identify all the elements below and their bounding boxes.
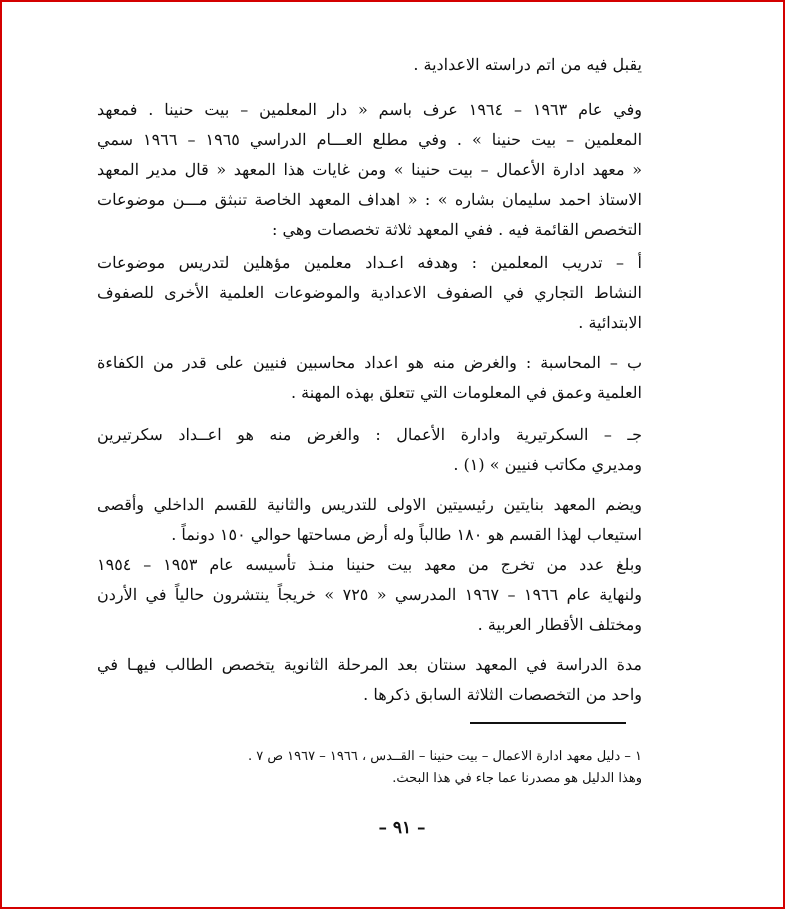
paragraph-secretarial <box>97 420 642 480</box>
text-line: العلمية وعمق في المعلومات التي تتعلق بهذه المهنة . <box>290 383 642 402</box>
paragraph-teacher-training <box>97 248 642 338</box>
text-line: استيعاب لهذا القسم هو ١٨٠ طالباً وله أرض مساحتها حوالي ١٥٠ دونماً . <box>171 525 642 544</box>
paragraph-graduates <box>97 550 642 640</box>
text-line: ومديري مكاتب فنيين » (١) . <box>453 455 642 474</box>
page-number: – ٩١ – <box>378 818 426 838</box>
footnote-divider <box>470 722 626 724</box>
footnote-line: وهذا الدليل هو مصدرنا عما جاء في هذا البحث. <box>392 771 642 786</box>
text-line: يقبل فيه من اتم دراسته الاعدادية . <box>413 55 642 74</box>
paragraph-1 <box>97 50 642 80</box>
text-line: الابتدائية . <box>578 313 642 332</box>
footnote <box>97 746 642 790</box>
text-line: واحد من التخصصات الثلاثة السابق ذكرها . <box>363 685 642 704</box>
text-line: مدة الدراسة في المعهد سنتان بعد المرحلة الثانوية يتخصص الطالب فيهـا في <box>97 655 642 674</box>
footnote-line: ١ – دليل معهد ادارة الاعمال – بيت حنينا – القــدس ، ١٩٦٦ – ١٩٦٧ ص ٧ . <box>247 749 642 764</box>
text-line: النشاط التجاري في الصفوف الاعدادية والموضوعات العلمية الأخرى للصفوف <box>97 283 642 302</box>
text-line: التخصص القائمة فيه . ففي المعهد ثلاثة تخصصات وهي : <box>272 220 642 239</box>
paragraph-accounting <box>97 348 642 408</box>
text-line: ب – المحاسبة : والغرض منه هو اعداد محاسبين فنيين على قدر من الكفاءة <box>97 353 642 372</box>
text-line: الاستاذ احمد سليمان بشاره » : « اهداف المعهد الخاصة تنبثق مـــن موضوعات <box>97 190 642 209</box>
text-line: وبلغ عدد من تخرج من معهد بيت حنينا منـذ تأسيسه عام ١٩٥٣ – ١٩٥٤ <box>97 555 642 574</box>
text-line: « معهد ادارة الأعمال – بيت حنينا » ومن غايات هذا المعهد « قال مدير المعهد <box>97 160 642 179</box>
paragraph-buildings <box>97 490 642 550</box>
paragraph-2 <box>97 95 642 245</box>
text-line: وفي عام ١٩٦٣ – ١٩٦٤ عرف باسم « دار المعلمين – بيت حنينا . فمعهد <box>97 100 642 119</box>
text-line: جـ – السكرتيرية وادارة الأعمال : والغرض منه هو اعــداد سكرتيرين <box>97 425 642 444</box>
text-line: ويضم المعهد بنايتين رئيسيتين الاولى للتدريس والثانية للقسم الداخلي وأقصى <box>97 495 642 514</box>
text-line: أ – تدريب المعلمين : وهدفه اعـداد معلمين مؤهلين لتدريس موضوعات <box>97 253 642 272</box>
text-line: ومختلف الأقطار العربية . <box>477 615 642 634</box>
text-line: ولنهاية عام ١٩٦٦ – ١٩٦٧ المدرسي « ٧٢٥ » خريجاً ينتشرون حالياً في الأردن <box>97 585 642 604</box>
text-line: المعلمين – بيت حنينا » . وفي مطلع العـــام الدراسي ١٩٦٥ – ١٩٦٦ سمي <box>97 130 642 149</box>
paragraph-study-duration <box>97 650 642 710</box>
